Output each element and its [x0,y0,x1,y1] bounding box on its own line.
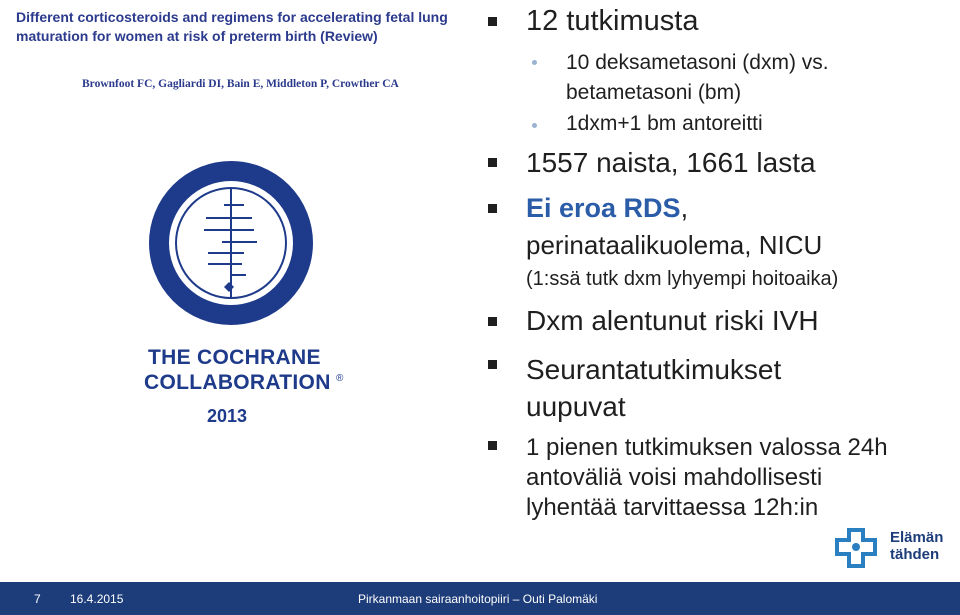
bullet-no-difference-note: (1:ssä tutk dxm lyhyempi hoitoaika) [526,268,839,290]
bullet-no-difference-cont: perinataalikuolema, NICU [526,230,823,260]
bullet-participants: 1557 naista, 1661 lasta [526,147,816,178]
dot-bullet-icon [532,60,537,65]
bullet-studies: 12 tutkimusta [526,5,699,37]
review-year: 2013 [207,406,248,426]
left-panel [0,0,490,580]
square-bullet-icon [488,204,497,213]
brand-name: Elämän tähden [890,529,944,563]
cochrane-name-line1: THE COCHRANE [148,346,321,369]
sub-bullet-route: 1dxm+1 bm antoreitti [566,112,763,135]
cochrane-name-line2: COLLABORATION [144,371,331,394]
footer-bar [0,582,960,615]
square-bullet-icon [488,360,497,369]
bullet-no-difference: Ei eroa RDS, [526,193,689,223]
bullet-followup: Seurantatutkimukset uupuvat [526,354,782,422]
footer-organization: Pirkanmaan sairaanhoitopiiri – Outi Palomäki [358,592,598,606]
registered-mark: ® [336,373,344,384]
bullet-list [488,0,958,580]
square-bullet-icon [488,317,497,326]
dot-bullet-icon [532,123,537,128]
cochrane-logo-icon [144,150,319,335]
bullet-ivh: Dxm alentunut riski IVH [526,305,819,336]
review-authors: Brownfoot FC, Gagliardi DI, Bain E, Middleton P, Crowther CA [82,78,399,90]
review-title: Different corticosteroids and regimens for accelerating fetal lung maturation for women at risk of preterm birth (Review) [16,9,448,44]
page-number: 7 [34,592,41,606]
sub-bullet-dxm-vs-bm: 10 deksametasoni (dxm) vs. betametasoni (bm) [566,51,829,104]
square-bullet-icon [488,441,497,450]
square-bullet-icon [488,17,497,26]
bullet-interval: 1 pienen tutkimuksen valossa 24h antoväliä voisi mahdollisesti lyhentää tarvittaessa 12h:in [526,434,888,521]
footer-date: 16.4.2015 [70,592,124,606]
square-bullet-icon [488,158,497,167]
